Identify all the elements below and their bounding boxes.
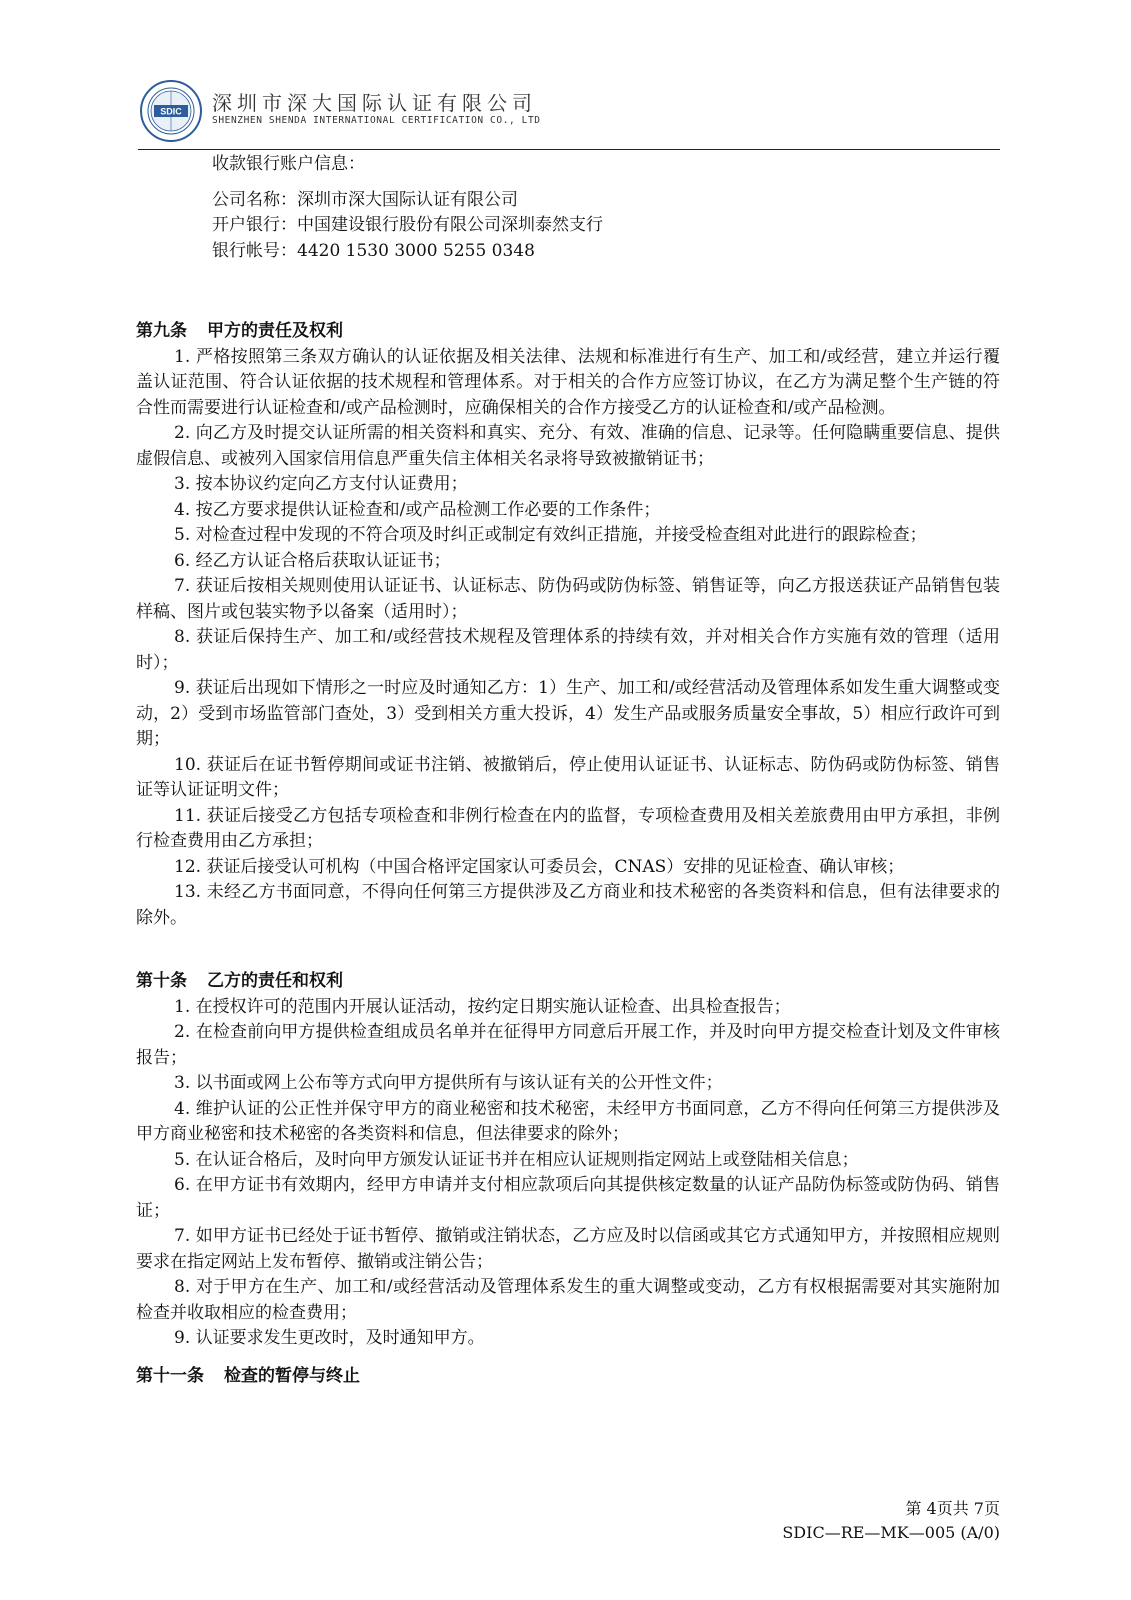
list-item: 1. 在授权许可的范围内开展认证活动，按约定日期实施认证检查、出具检查报告； [174,996,791,1017]
bank-info-title: 收款银行账户信息： [212,154,365,174]
list-item: 9. 获证后出现如下情形之一时应及时通知乙方：1）生产、加工和/或经营活动及管理体系如发生重大调整或变动，2）受到市场监管部门查处，3）受到相关方重大投诉，4）发生产品或服务质量安全事故，5）相应行政许可到期； [136,678,1000,749]
document-body [136,152,1000,1389]
page-footer [782,1497,1000,1545]
letterhead [138,78,1000,150]
list-item: 8. 对于甲方在生产、加工和/或经营活动及管理体系发生的重大调整或变动，乙方有权根据需要对其实施附加检查并收取相应的检查费用； [136,1277,1000,1323]
article-title: 乙方的责任和权利 [207,971,343,991]
list-item: 10. 获证后在证书暂停期间或证书注销、被撤销后，停止使用认证证书、认证标志、防伪码或防伪标签、销售证等认证证明文件； [136,754,1000,800]
list-item: 7. 如甲方证书已经处于证书暂停、撤销或注销状态，乙方应及时以信函或其它方式通知甲方，并按照相应规则要求在指定网站上发布暂停、撤销或注销公告； [136,1226,1000,1272]
bank-label: 开户银行： [212,215,297,235]
account-label: 银行帐号： [212,240,297,261]
article-heading [136,1364,1000,1390]
bank-value: 中国建设银行股份有限公司深圳泰然支行 [297,215,603,235]
list-item: 7. 获证后按相关规则使用认证证书、认证标志、防伪码或防伪标签、销售证等，向乙方报送获证产品销售包装样稿、图片或包装实物予以备案（适用时）； [136,576,1000,622]
list-item: 5. 在认证合格后，及时向甲方颁发认证证书并在相应认证规则指定网站上或登陆相关信息； [174,1149,859,1170]
list-item: 4. 按乙方要求提供认证检查和/或产品检测工作必要的工作条件； [174,499,661,520]
list-item: 11. 获证后接受乙方包括专项检查和非例行检查在内的监督，专项检查费用及相关差旅费用由甲方承担，非例行检查费用由乙方承担； [136,805,1000,851]
logo-text: SDIC [160,106,182,117]
bank-account-line [136,239,1000,265]
list-item: 13. 未经乙方书面同意，不得向任何第三方提供涉及乙方商业和技术秘密的各类资料和信息，但有法律要求的除外。 [136,882,1000,928]
article-number: 第十条 [136,971,187,991]
article-heading [136,319,1000,345]
company-value: 深圳市深大国际认证有限公司 [297,189,518,210]
bank-account-info [136,152,1000,264]
article-number: 第九条 [136,321,187,341]
account-value: 4420 1530 3000 5255 0348 [297,240,535,261]
list-item: 1. 严格按照第三条双方确认的认证依据及相关法律、法规和标准进行有生产、加工和/或经营，建立并运行覆盖认证范围、符合认证依据的技术规程和管理体系。对于相关的合作方应签订协议，在乙方为满足整个生产链的符合性而需要进行认证检查和/或产品检测时，应确保相关的合作方接受乙方的认证检查和/或产品检测。 [136,346,1000,418]
company-label: 公司名称： [212,189,297,210]
article-11 [136,1364,1000,1390]
company-name-en: SHENZHEN SHENDA INTERNATIONAL CERTIFICATION CO., LTD [212,115,541,126]
list-item: 6. 经乙方认证合格后获取认证证书； [174,550,451,571]
article-number: 第十一条 [136,1365,204,1386]
company-name-cn: 深圳市深大国际认证有限公司 [212,91,537,115]
article-9 [136,319,1000,931]
document-code: SDIC—RE—MK—005 (A/0) [782,1523,1000,1542]
list-item: 3. 按本协议约定向乙方支付认证费用； [174,474,468,494]
article-title: 检查的暂停与终止 [224,1365,360,1386]
list-item: 9. 认证要求发生更改时，及时通知甲方。 [174,1328,485,1348]
bank-name-line [136,213,1000,239]
list-item: 3. 以书面或网上公布等方式向甲方提供所有与该认证有关的公开性文件； [174,1073,723,1093]
list-item: 5. 对检查过程中发现的不符合项及时纠正或制定有效纠正措施，并接受检查组对此进行的跟踪检查； [174,525,927,545]
page-number: 第 4页共 7页 [905,1499,1000,1518]
list-item: 6. 在甲方证书有效期内，经甲方申请并支付相应款项后向其提供核定数量的认证产品防伪标签或防伪码、销售证； [136,1175,1000,1221]
header-divider [138,149,1000,150]
article-title: 甲方的责任及权利 [207,321,343,341]
list-item: 4. 维护认证的公正性并保守甲方的商业秘密和技术秘密，未经甲方书面同意，乙方不得向任何第三方提供涉及甲方商业秘密和技术秘密的各类资料和信息，但法律要求的除外； [136,1098,1000,1144]
list-item: 8. 获证后保持生产、加工和/或经营技术规程及管理体系的持续有效，并对相关合作方实施有效的管理（适用时）； [136,627,1000,673]
list-item: 2. 向乙方及时提交认证所需的相关资料和真实、充分、有效、准确的信息、记录等。任何隐瞒重要信息、提供虚假信息、或被列入国家信用信息严重失信主体相关名录将导致被撤销证书； [136,423,1000,469]
article-10 [136,969,1000,1352]
article-heading [136,969,1000,995]
list-item: 12. 获证后接受认可机构（中国合格评定国家认可委员会，CNAS）安排的见证检查、确认审核； [174,856,905,877]
list-item: 2. 在检查前向甲方提供检查组成员名单并在征得甲方同意后开展工作，并及时向甲方提交检查计划及文件审核报告； [136,1022,1000,1068]
bank-company-line [136,188,1000,214]
company-logo [140,80,202,142]
